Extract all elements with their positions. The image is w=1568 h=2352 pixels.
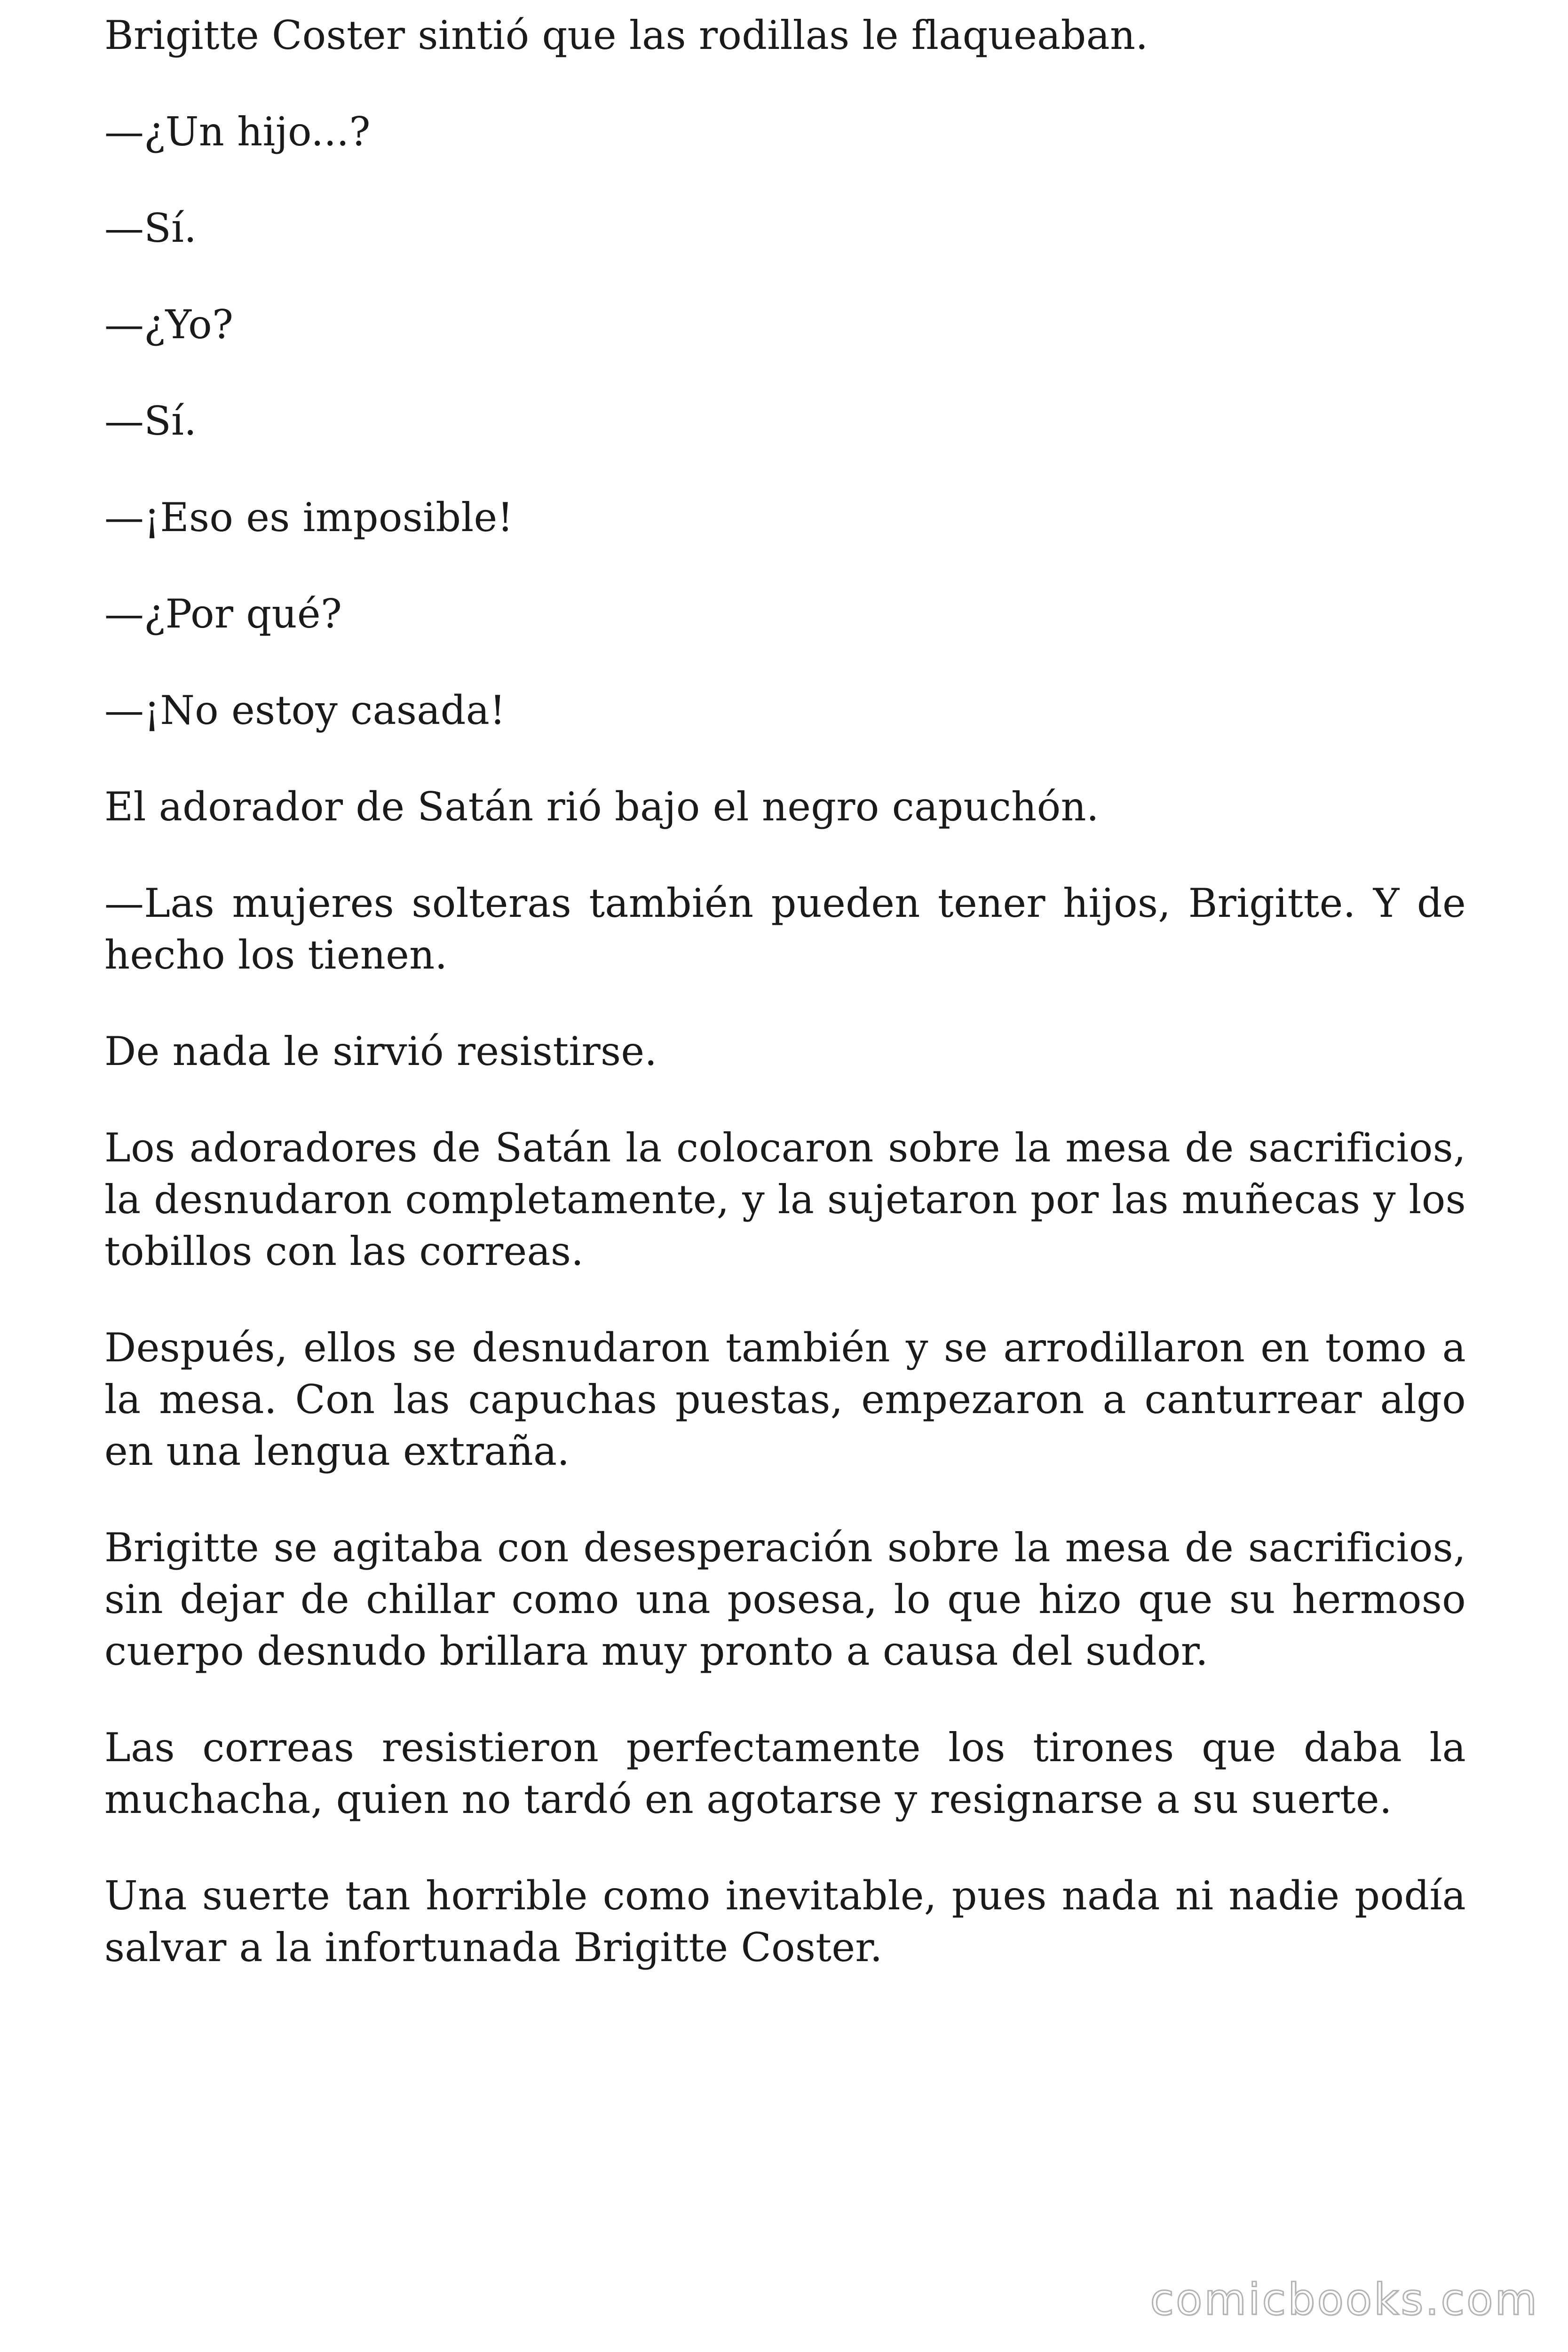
- paragraph: —¿Un hijo...?: [104, 109, 371, 155]
- paragraph: —¿Yo?: [104, 302, 234, 348]
- paragraph: —¡Eso es imposible!: [104, 494, 514, 540]
- paragraph: —¡No estoy casada!: [104, 687, 506, 733]
- paragraph: —¿Por qué?: [104, 591, 342, 637]
- paragraph: Después, ellos se desnudaron también y se arrodillaron en tomo a la mesa. Con las capuchas puestas, empezaron a canturrear algo en una lengua extraña.: [104, 1325, 1466, 1474]
- paragraph: De nada le sirvió resistirse.: [104, 1028, 657, 1074]
- paragraph: Una suerte tan horrible como inevitable, pues nada ni nadie podía salvar a la infortunada Brigitte Coster.: [104, 1873, 1466, 1971]
- paragraph: Brigitte Coster sintió que las rodillas le flaqueaban.: [104, 12, 1148, 58]
- paragraph: —Sí.: [104, 205, 197, 251]
- paragraph: —Sí.: [104, 398, 197, 444]
- paragraph: Los adoradores de Satán la colocaron sobre la mesa de sacrificios, la desnudaron completamente, y la sujetaron por las muñecas y los tobillos con las correas.: [104, 1125, 1466, 1274]
- paragraph: —Las mujeres solteras también pueden tener hijos, Brigitte. Y de hecho los tienen.: [104, 880, 1466, 978]
- body-text: [104, 9, 1466, 2018]
- paragraph: El adorador de Satán rió bajo el negro capuchón.: [104, 784, 1099, 830]
- paragraph: Las correas resistieron perfectamente los tirones que daba la muchacha, quien no tardó en agotarse y resignarse a su suerte.: [104, 1724, 1466, 1822]
- watermark: comicbooks.com: [1150, 2274, 1539, 2325]
- paragraph: Brigitte se agitaba con desesperación sobre la mesa de sacrificios, sin dejar de chillar como una posesa, lo que hizo que su hermoso cuerpo desnudo brillara muy pronto a causa del sudor.: [104, 1525, 1466, 1674]
